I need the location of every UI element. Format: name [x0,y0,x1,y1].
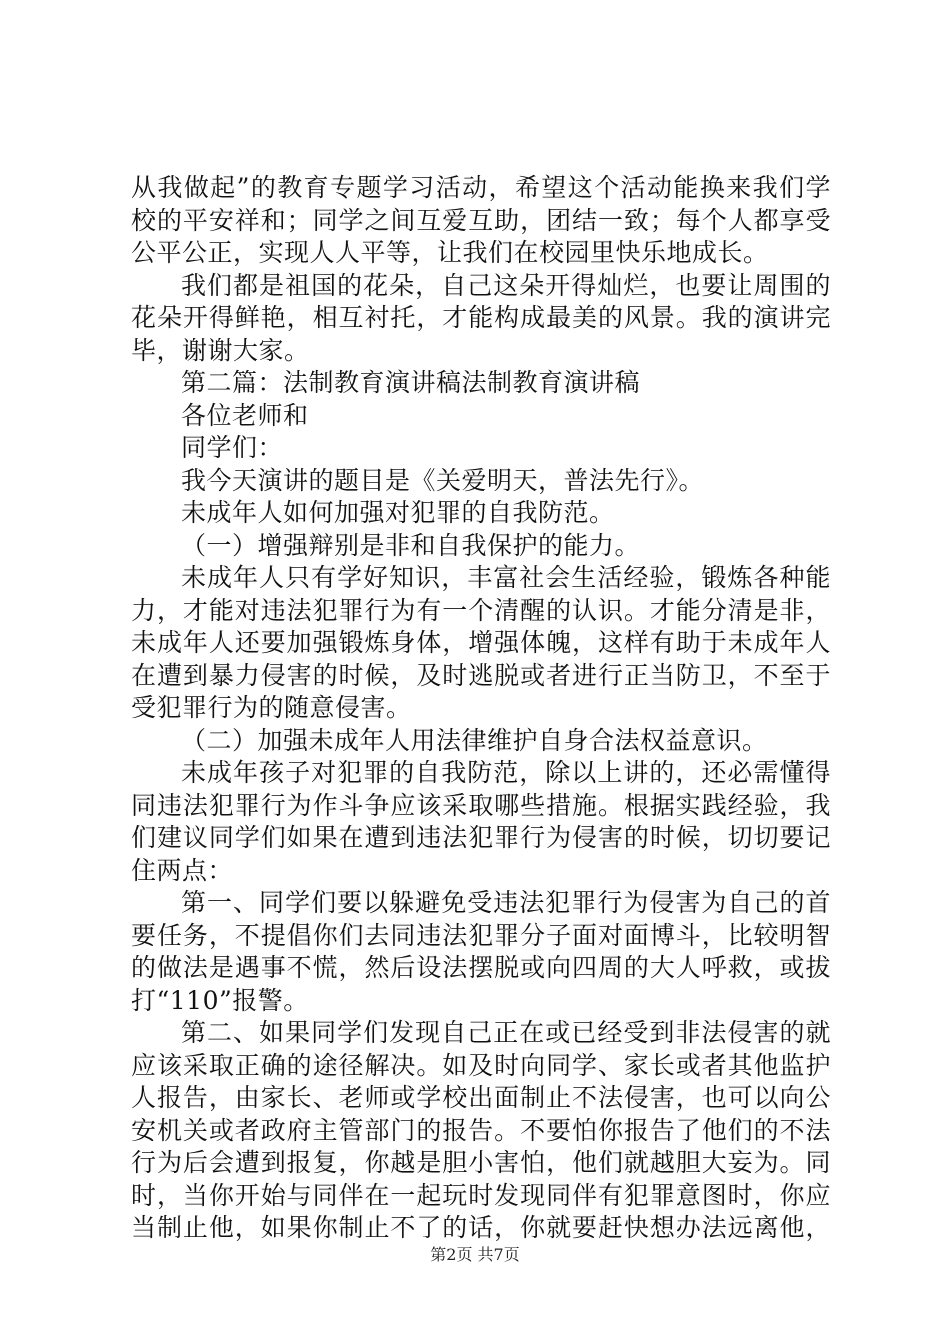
text-line: 未成年人如何加强对犯罪的自我防范。 [181,498,615,527]
text-line: 住两点： [131,855,234,885]
text-line: 同违法犯罪行为作斗争应该采取哪些措施。根据实践经验，我 [131,790,831,820]
text-line: 花朵开得鲜艳，相互衬托，才能构成最美的风景。我的演讲完 [131,303,831,332]
text-line: 从我做起”的教育专题学习活动，希望这个活动能换来我们学 [131,173,831,202]
text-line: 未成年人还要加强锻炼身体，增强体魄，这样有助于未成年人 [131,628,831,657]
text-line: 第一、同学们要以躲避免受违法犯罪行为侵害为自己的首 [181,888,831,917]
text-line: 受犯罪行为的随意侵害。 [131,693,412,722]
text-line: （二）加强未成年人用法律维护自身合法权益意识。 [181,725,768,755]
text-line: 我们都是祖国的花朵，自己这朵开得灿烂，也要让周围的 [181,270,831,300]
text-line: 打“110”报警。 [131,985,309,1015]
text-line: 力，才能对违法犯罪行为有一个清醒的认识。才能分清是非， [131,595,831,625]
text-line: 在遭到暴力侵害的时候，及时逃脱或者进行正当防卫，不至于 [131,660,831,690]
text-line: 第二篇：法制教育演讲稿法制教育演讲稿 [181,368,641,397]
page-footer: 第2页 共7页 [430,1245,520,1264]
text-line: 毕，谢谢大家。 [131,335,310,365]
text-line: 行为后会遭到报复，你越是胆小害怕，他们就越胆大妄为。同 [131,1148,831,1177]
text-line: 校的平安祥和；同学之间互爱互助，团结一致；每个人都享受 [131,205,831,235]
text-line: 第二、如果同学们发现自己正在或已经受到非法侵害的就 [181,1018,831,1047]
text-line: 应该采取正确的途径解决。如及时向同学、家长或者其他监护 [131,1050,831,1080]
text-line: （一）增强辩别是非和自我保护的能力。 [181,530,641,560]
text-line: 安机关或者政府主管部门的报告。不要怕你报告了他们的不法 [131,1115,831,1145]
text-line: 各位老师和 [181,400,309,430]
text-line: 我今天演讲的题目是《关爱明天，普法先行》。 [181,465,705,495]
text-line: 未成年人只有学好知识，丰富社会生活经验，锻炼各种能 [181,563,831,592]
text-line: 当制止他，如果你制止不了的话，你就要赶快想办法远离他， [131,1213,831,1242]
text-line: 的做法是遇事不慌，然后设法摆脱或向四周的大人呼救，或拔 [131,953,831,982]
text-line: 同学们： [181,433,284,462]
text-line: 时，当你开始与同伴在一起玩时发现同伴有犯罪意图时，你应 [131,1180,831,1210]
document-body [131,172,831,1245]
text-line: 们建议同学们如果在遭到违法犯罪行为侵害的时候，切切要记 [131,823,831,852]
text-line: 人报告，由家长、老师或学校出面制止不法侵害，也可以向公 [131,1083,831,1112]
text-line: 未成年孩子对犯罪的自我防范，除以上讲的，还必需懂得 [181,758,831,787]
text-line: 要任务，不提倡你们去同违法犯罪分子面对面博斗，比较明智 [131,920,831,950]
text-line: 公平公正，实现人人平等，让我们在校园里快乐地成长。 [131,238,769,267]
